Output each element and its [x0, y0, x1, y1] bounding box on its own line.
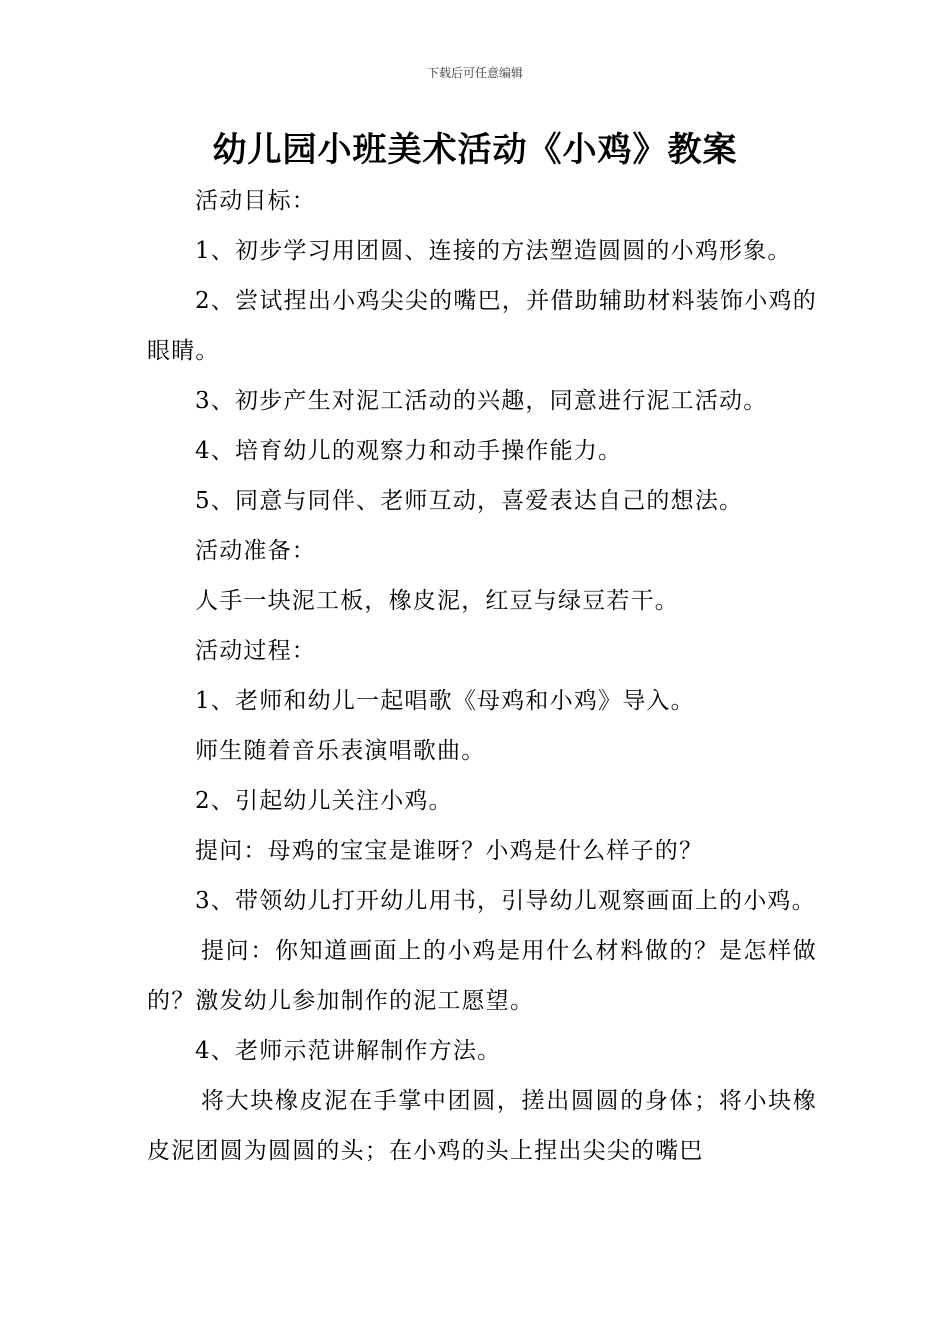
paragraph: 2、尝试捏出小鸡尖尖的嘴巴，并借助辅助材料装饰小鸡的眼睛。	[147, 288, 817, 364]
paragraph: 3、带领幼儿打开幼儿用书，引导幼儿观察画面上的小鸡。	[195, 888, 816, 914]
section-heading-process: 活动过程：	[195, 638, 316, 664]
paragraph: 4、老师示范讲解制作方法。	[195, 1038, 502, 1064]
paragraph: 提问：你知道画面上的小鸡是用什么材料做的？是怎样做的？激发幼儿参加制作的泥工愿望。	[147, 938, 817, 1014]
paragraph: 1、初步学习用团圆、连接的方法塑造圆圆的小鸡形象。	[195, 238, 792, 264]
paragraph: 人手一块泥工板，橡皮泥，红豆与绿豆若干。	[195, 588, 679, 614]
paragraph: 师生随着音乐表演唱歌曲。	[195, 738, 486, 764]
document-body	[147, 176, 817, 1176]
paragraph: 将大块橡皮泥在手掌中团圆，搓出圆圆的身体；将小块橡皮泥团圆为圆圆的头；在小鸡的头上捏出尖尖的嘴巴	[147, 1088, 817, 1164]
paragraph: 提问：母鸡的宝宝是谁呀？小鸡是什么样子的？	[195, 838, 704, 864]
document-title: 幼儿园小班美术活动《小鸡》教案	[212, 130, 738, 170]
paragraph: 3、初步产生对泥工活动的兴趣，同意进行泥工活动。	[195, 388, 768, 414]
paragraph: 5、同意与同伴、老师互动，喜爱表达自己的想法。	[195, 488, 744, 514]
section-heading-preparation: 活动准备：	[195, 538, 316, 564]
paragraph: 2、引起幼儿关注小鸡。	[195, 788, 453, 814]
paragraph: 4、培育幼儿的观察力和动手操作能力。	[195, 438, 623, 464]
header-note: 下载后可任意编辑	[426, 66, 523, 80]
section-heading-objectives: 活动目标：	[195, 188, 316, 214]
paragraph: 1、老师和幼儿一起唱歌《母鸡和小鸡》导入。	[195, 688, 695, 714]
